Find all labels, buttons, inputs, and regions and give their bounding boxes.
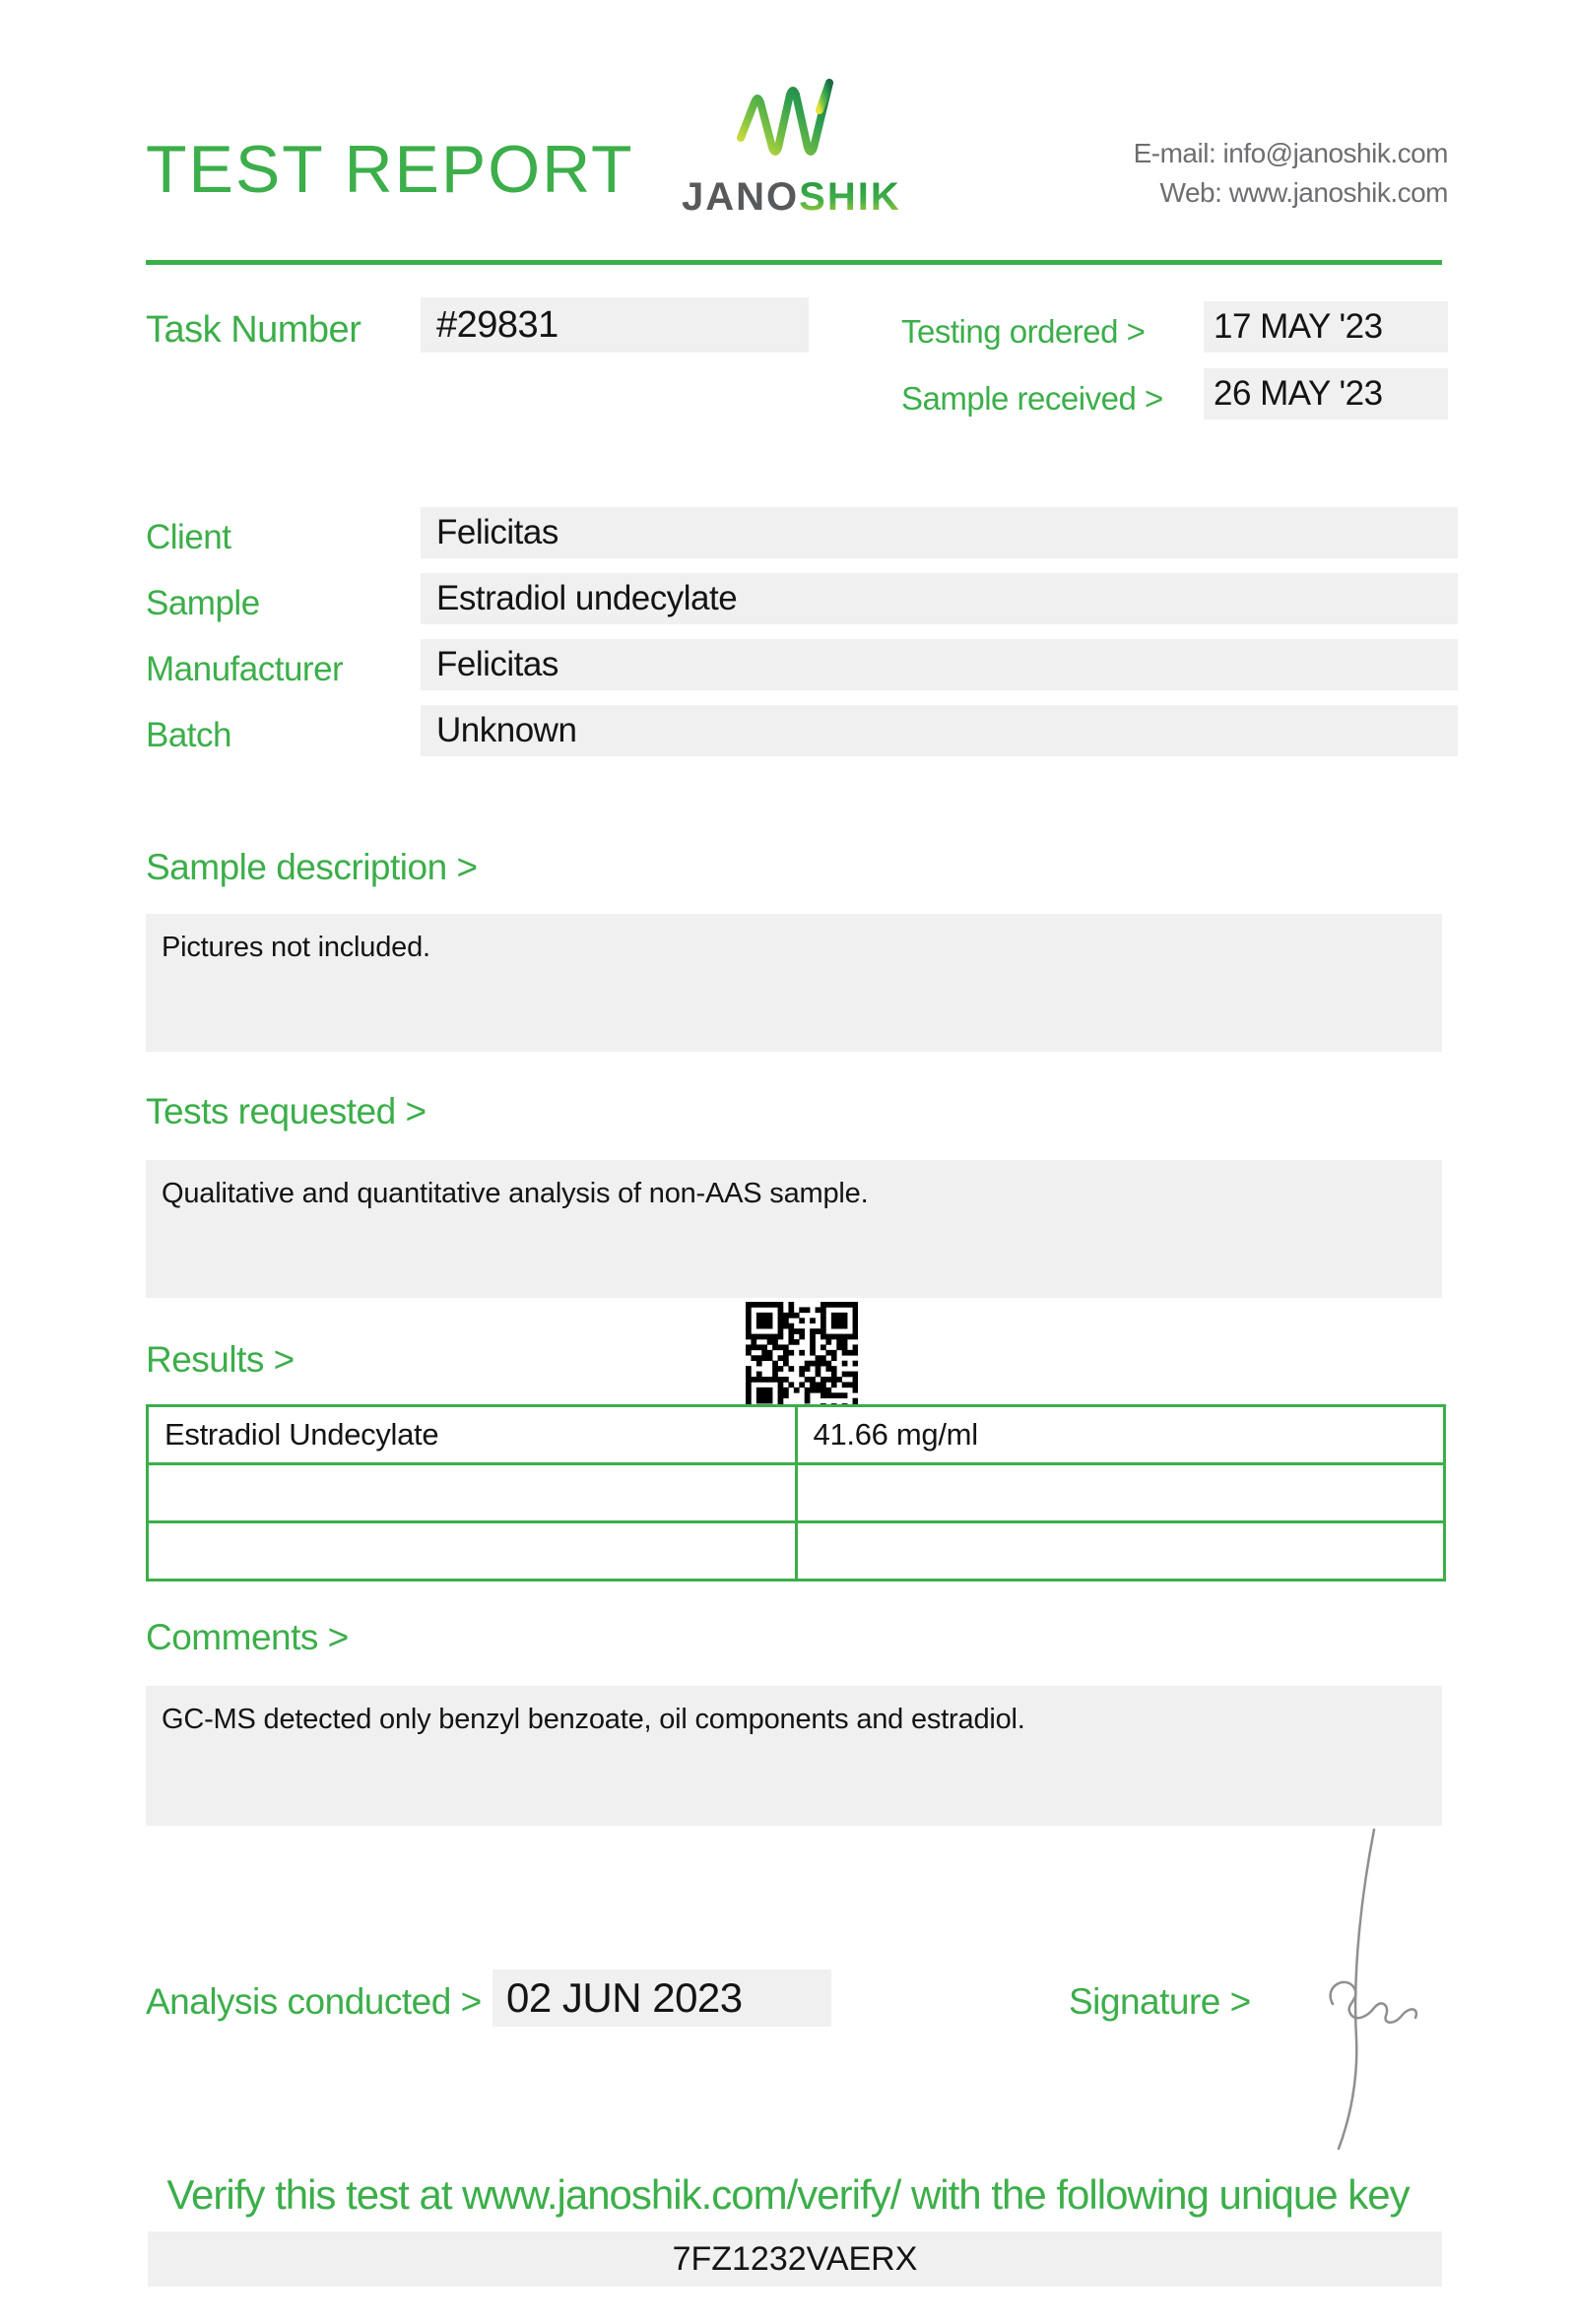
brand-logo — [682, 63, 901, 219]
email-value: info@janoshik.com — [1222, 138, 1448, 168]
tests-requested-text: Qualitative and quantitative analysis of non-AAS sample. — [162, 1178, 869, 1209]
manufacturer-value: Felicitas — [421, 639, 1458, 690]
results-analyte-1: Estradiol Undecylate — [149, 1407, 798, 1462]
comments-text: GC-MS detected only benzyl benzoate, oil components and estradiol. — [162, 1704, 1025, 1735]
signature-scribble — [1276, 1822, 1438, 2162]
header-divider — [146, 260, 1442, 265]
web-label: Web: — [1159, 177, 1222, 208]
results-row-3 — [149, 1520, 1443, 1579]
sample-label: Sample — [146, 584, 260, 622]
qr-code — [746, 1302, 858, 1419]
results-value-2 — [798, 1465, 1444, 1520]
testing-ordered-label: Testing ordered > — [901, 313, 1146, 350]
sample-description-text: Pictures not included. — [162, 932, 430, 963]
client-value: Felicitas — [421, 507, 1458, 558]
sample-value: Estradiol undecylate — [421, 573, 1458, 624]
task-number-value: #29831 — [421, 297, 809, 353]
analysis-date-value: 02 JUN 2023 — [492, 1969, 831, 2027]
contact-web-line — [1134, 173, 1448, 213]
client-label: Client — [146, 518, 231, 556]
sample-description-heading: Sample description > — [146, 847, 478, 887]
testing-ordered-value: 17 MAY '23 — [1204, 301, 1448, 353]
analysis-conducted-label: Analysis conducted > — [146, 1981, 482, 2022]
results-value-1: 41.66 mg/ml — [813, 1417, 978, 1452]
email-label: E-mail: — [1133, 138, 1216, 168]
web-value: www.janoshik.com — [1228, 177, 1448, 208]
tests-requested-heading: Tests requested > — [146, 1091, 427, 1131]
unique-key-value: 7FZ1232VAERX — [148, 2231, 1442, 2287]
sample-received-value: 26 MAY '23 — [1204, 368, 1448, 420]
results-row-2 — [149, 1462, 1443, 1520]
verify-instruction: Verify this test at www.janoshik.com/verify/ with the following unique key — [166, 2171, 1410, 2218]
comments-box — [146, 1686, 1442, 1826]
sample-description-box — [146, 914, 1442, 1052]
sample-received-label: Sample received > — [901, 380, 1163, 417]
results-heading: Results > — [146, 1339, 295, 1380]
contact-block — [1134, 134, 1448, 213]
contact-email-line — [1134, 134, 1448, 173]
brand-name — [682, 175, 901, 219]
task-number-label: Task Number — [146, 309, 361, 351]
batch-value: Unknown — [421, 705, 1458, 756]
page-title: TEST REPORT — [146, 132, 634, 207]
signature-label: Signature > — [1069, 1981, 1251, 2022]
brand-name-jano: JANO — [682, 175, 800, 219]
brand-name-shik: SHIK — [799, 175, 901, 219]
results-table — [146, 1404, 1446, 1582]
results-analyte-2 — [149, 1465, 798, 1520]
batch-label: Batch — [146, 716, 231, 754]
tests-requested-box — [146, 1160, 1442, 1298]
results-row-1 — [149, 1407, 1443, 1462]
comments-heading: Comments > — [146, 1617, 349, 1657]
results-analyte-3 — [149, 1523, 798, 1579]
manufacturer-label: Manufacturer — [146, 650, 344, 688]
growth-chart-icon — [725, 63, 855, 173]
results-value-3 — [798, 1523, 1444, 1579]
